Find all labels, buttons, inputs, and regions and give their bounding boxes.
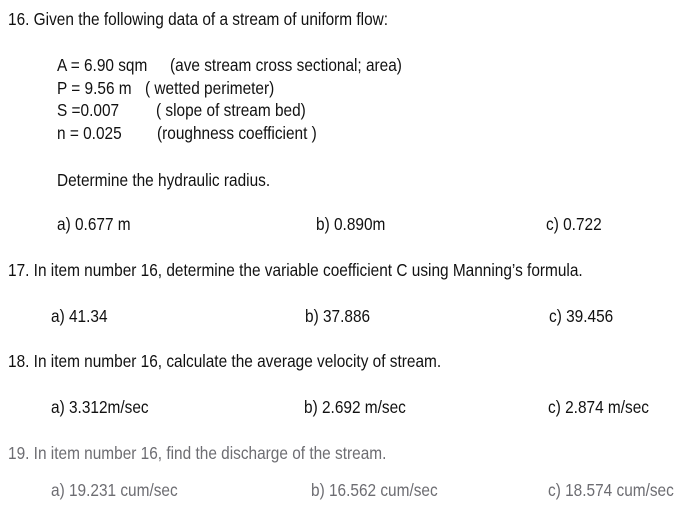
- q18-choice-c: c) 2.874 m/sec: [548, 397, 650, 417]
- q16-data-slope-label: S =0.007: [57, 100, 120, 120]
- q18-stem: 18. In item number 16, calculate the average velocity of stream.: [8, 351, 442, 371]
- q16-data-roughness-label: n = 0.025: [57, 123, 122, 143]
- q16-data-area-label: A = 6.90 sqm: [57, 55, 148, 75]
- q17-choice-c: c) 39.456: [549, 306, 614, 326]
- q16-data-perimeter-label: P = 9.56 m: [57, 78, 132, 98]
- q19-choice-b: b) 16.562 cum/sec: [311, 480, 438, 500]
- q19-stem: 19. In item number 16, find the discharge of the stream.: [8, 443, 387, 463]
- q16-stem: 16. Given the following data of a stream of uniform flow:: [8, 9, 389, 29]
- q19-choice-c: c) 18.574 cum/sec: [548, 480, 674, 500]
- q17-choice-b: b) 37.886: [305, 306, 371, 326]
- q16-question: Determine the hydraulic radius.: [57, 170, 271, 190]
- q17-stem: 17. In item number 16, determine the variable coefficient C using Manning’s formula.: [8, 260, 583, 280]
- q19-choice-a: a) 19.231 cum/sec: [51, 480, 178, 500]
- q17-choice-a: a) 41.34: [51, 306, 108, 326]
- q16-data-slope-desc: ( slope of stream bed): [156, 100, 306, 120]
- q16-choice-c: c) 0.722: [546, 214, 602, 234]
- q16-data-roughness-desc: (roughness coefficient ): [157, 123, 317, 143]
- q16-data-area-desc: (ave stream cross sectional; area): [170, 55, 402, 75]
- q18-choice-b: b) 2.692 m/sec: [304, 397, 406, 417]
- q16-choice-a: a) 0.677 m: [57, 214, 131, 234]
- q16-choice-b: b) 0.890m: [316, 214, 386, 234]
- q16-data-perimeter-desc: ( wetted perimeter): [145, 78, 275, 98]
- q18-choice-a: a) 3.312m/sec: [51, 397, 149, 417]
